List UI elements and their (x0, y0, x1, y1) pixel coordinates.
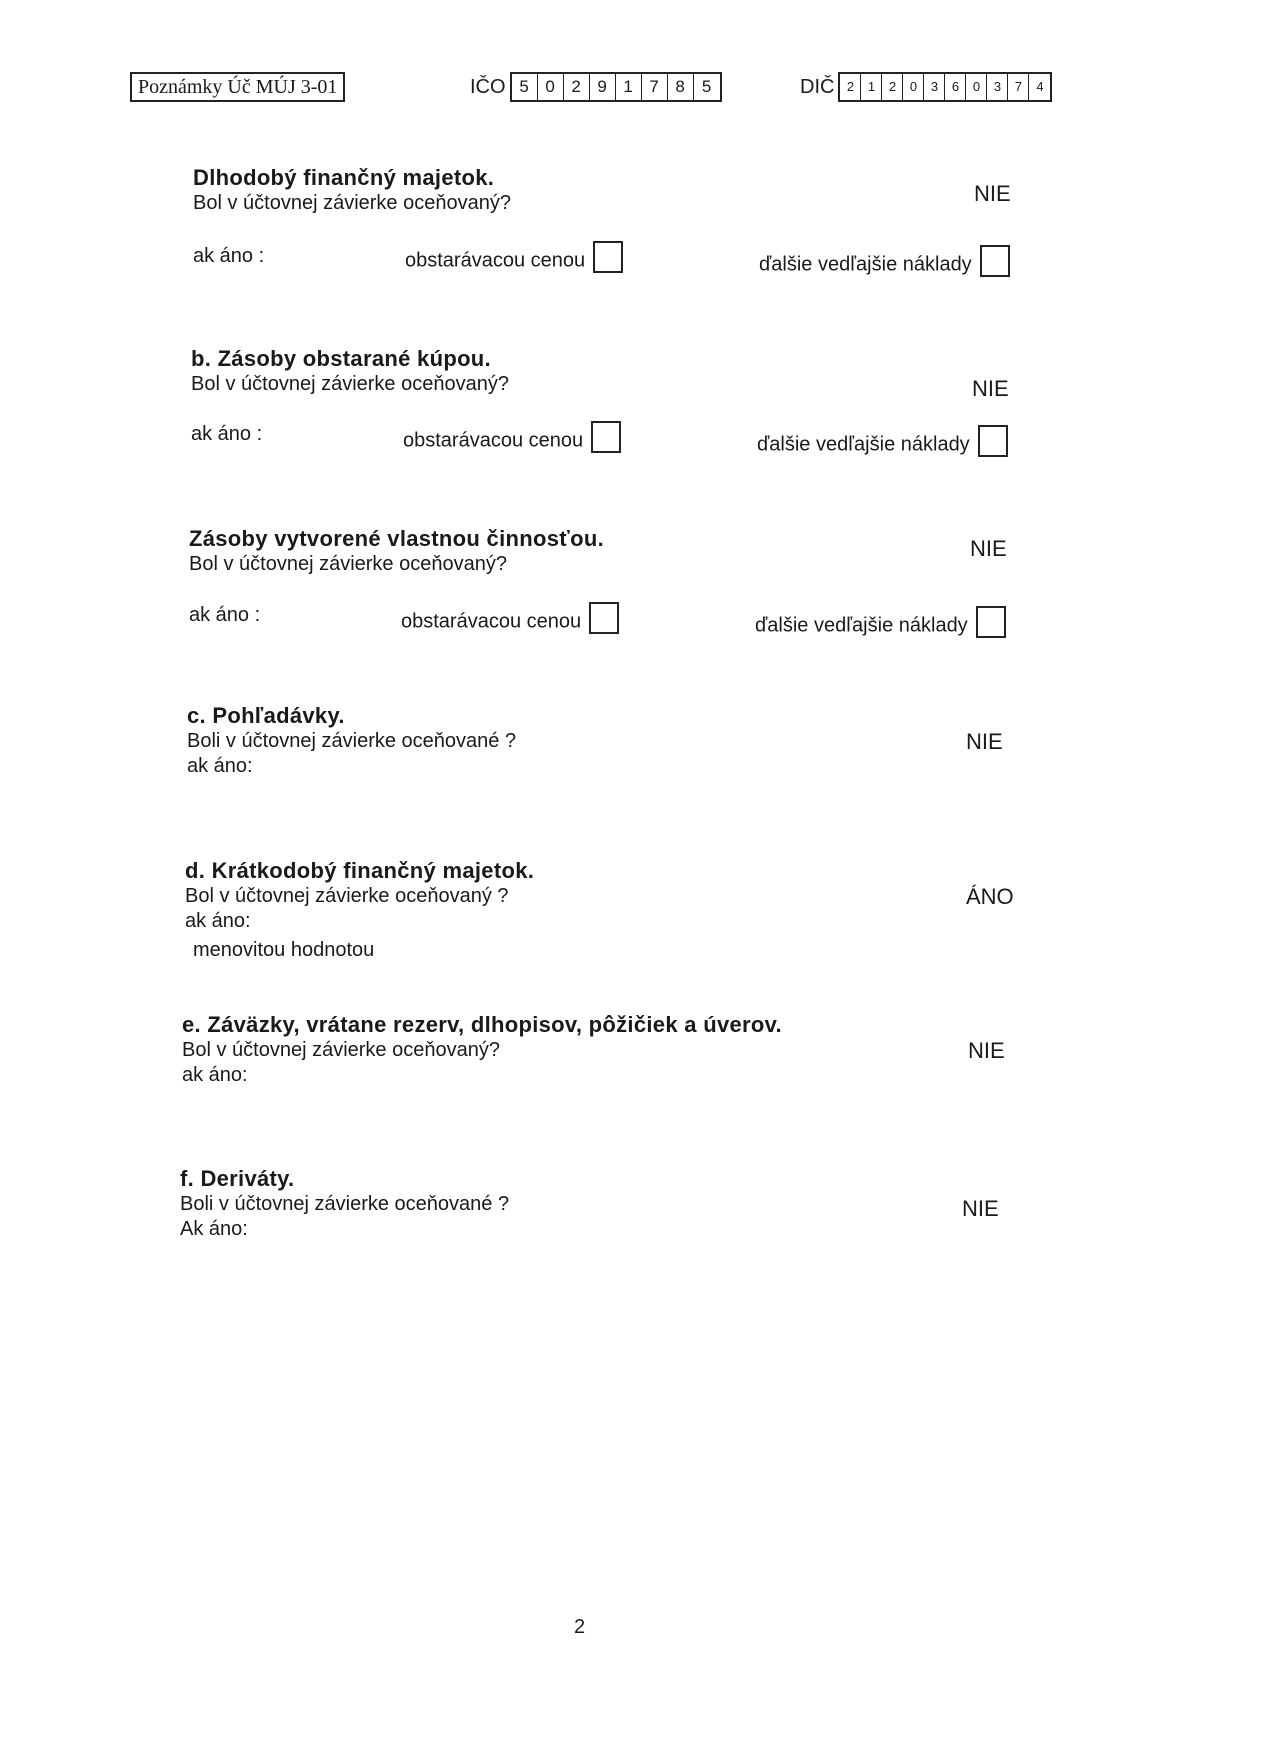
section-answer: NIE (974, 181, 1011, 206)
if-yes-label: ak áno: (182, 1064, 248, 1086)
section-kratkodoby-financny-majetok (185, 858, 1085, 963)
section-title: Dlhodobý finančný majetok. (193, 165, 495, 190)
section-dlhodoby-financny-majetok (193, 165, 1093, 276)
if-yes-label: Ak áno: (180, 1218, 248, 1240)
dic-digit: 1 (861, 74, 882, 100)
dic-digit: 0 (903, 74, 924, 100)
option-additional-costs (755, 610, 1006, 642)
ico-field (470, 72, 722, 102)
checkbox-additional-costs[interactable] (976, 606, 1006, 638)
dic-field (800, 72, 1052, 102)
section-question: Boli v účtovnej závierke oceňované ? (187, 730, 517, 752)
if-yes-label: ak áno: (185, 910, 251, 932)
section-answer: ÁNO (966, 884, 1014, 909)
dic-digit: 6 (945, 74, 966, 100)
option-additional-costs (757, 429, 1008, 461)
option-additional-costs (759, 249, 1010, 281)
checkbox-purchase-price[interactable] (591, 421, 621, 453)
ico-digit: 2 (564, 74, 590, 100)
if-yes-label: ak áno : (193, 245, 265, 267)
section-title: b. Zásoby obstarané kúpou. (191, 346, 491, 371)
section-question: Bol v účtovnej závierke oceňovaný? (182, 1039, 500, 1061)
ico-digits (510, 72, 722, 102)
ico-digit: 1 (616, 74, 642, 100)
section-derivaty (180, 1166, 1080, 1242)
section-answer: NIE (972, 376, 1009, 401)
section-title: Zásoby vytvorené vlastnou činnosťou. (189, 526, 604, 551)
option-label: ďalšie vedľajšie náklady (759, 253, 972, 276)
checkbox-additional-costs[interactable] (978, 425, 1008, 457)
option-label: obstarávacou cenou (405, 249, 586, 272)
dic-digit: 4 (1036, 79, 1044, 94)
if-yes-label: ak áno : (191, 423, 263, 445)
section-answer: NIE (968, 1038, 1005, 1063)
section-answer: NIE (962, 1196, 999, 1221)
section-zavazky (182, 1012, 1082, 1088)
valuation-detail: menovitou hodnotou (193, 939, 375, 961)
option-label: ďalšie vedľajšie náklady (755, 614, 968, 637)
section-title: f. Deriváty. (180, 1166, 295, 1191)
if-yes-label: ak áno : (189, 604, 261, 626)
dic-digit: 2 (840, 74, 861, 100)
dic-digit: 0 (966, 74, 987, 100)
if-yes-label: ak áno: (187, 755, 253, 777)
section-answer: NIE (966, 729, 1003, 754)
ico-label: IČO (470, 75, 506, 98)
section-zasoby-obstarane-kupou (191, 346, 1091, 456)
valuation-options (191, 423, 1091, 463)
dic-label: DIČ (800, 75, 835, 98)
section-zasoby-vlastnou-cinnostou (189, 526, 1089, 637)
section-pohladavky (187, 703, 1087, 779)
option-label: obstarávacou cenou (403, 429, 584, 452)
dic-digit: 3 (987, 74, 1008, 100)
checkbox-additional-costs[interactable] (980, 245, 1010, 277)
section-question: Boli v účtovnej závierke oceňované ? (180, 1193, 510, 1215)
option-label: obstarávacou cenou (401, 610, 582, 633)
form-code: Poznámky Úč MÚJ 3-01 (130, 72, 345, 102)
section-question: Bol v účtovnej závierke oceňovaný? (193, 192, 511, 214)
section-question: Bol v účtovnej závierke oceňovaný? (191, 373, 509, 395)
section-title: e. Záväzky, vrátane rezerv, dlhopisov, pôžičiek a úverov. (182, 1012, 782, 1037)
ico-digit: 5 (512, 74, 538, 100)
option-purchase-price (405, 245, 623, 277)
checkbox-purchase-price[interactable] (589, 602, 619, 634)
checkbox-purchase-price[interactable] (593, 241, 623, 273)
dic-digit: 3 (924, 74, 945, 100)
dic-digit: 2 (882, 74, 903, 100)
section-question: Bol v účtovnej závierke oceňovaný ? (185, 885, 509, 907)
ico-digit: 7 (642, 74, 668, 100)
option-label: ďalšie vedľajšie náklady (757, 433, 970, 456)
valuation-options (189, 604, 1089, 644)
page-number: 2 (574, 1616, 586, 1638)
section-question: Bol v účtovnej závierke oceňovaný? (189, 553, 507, 575)
ico-digit: 0 (538, 74, 564, 100)
valuation-options (193, 245, 1093, 285)
ico-digit: 5 (701, 77, 712, 96)
ico-digit: 8 (668, 74, 694, 100)
option-purchase-price (403, 425, 621, 457)
option-purchase-price (401, 606, 619, 638)
ico-digit: 9 (590, 74, 616, 100)
dic-digit: 7 (1008, 74, 1029, 100)
section-answer: NIE (970, 536, 1007, 561)
section-title: d. Krátkodobý finančný majetok. (185, 858, 535, 883)
section-title: c. Pohľadávky. (187, 703, 345, 728)
dic-digits (838, 72, 1052, 102)
